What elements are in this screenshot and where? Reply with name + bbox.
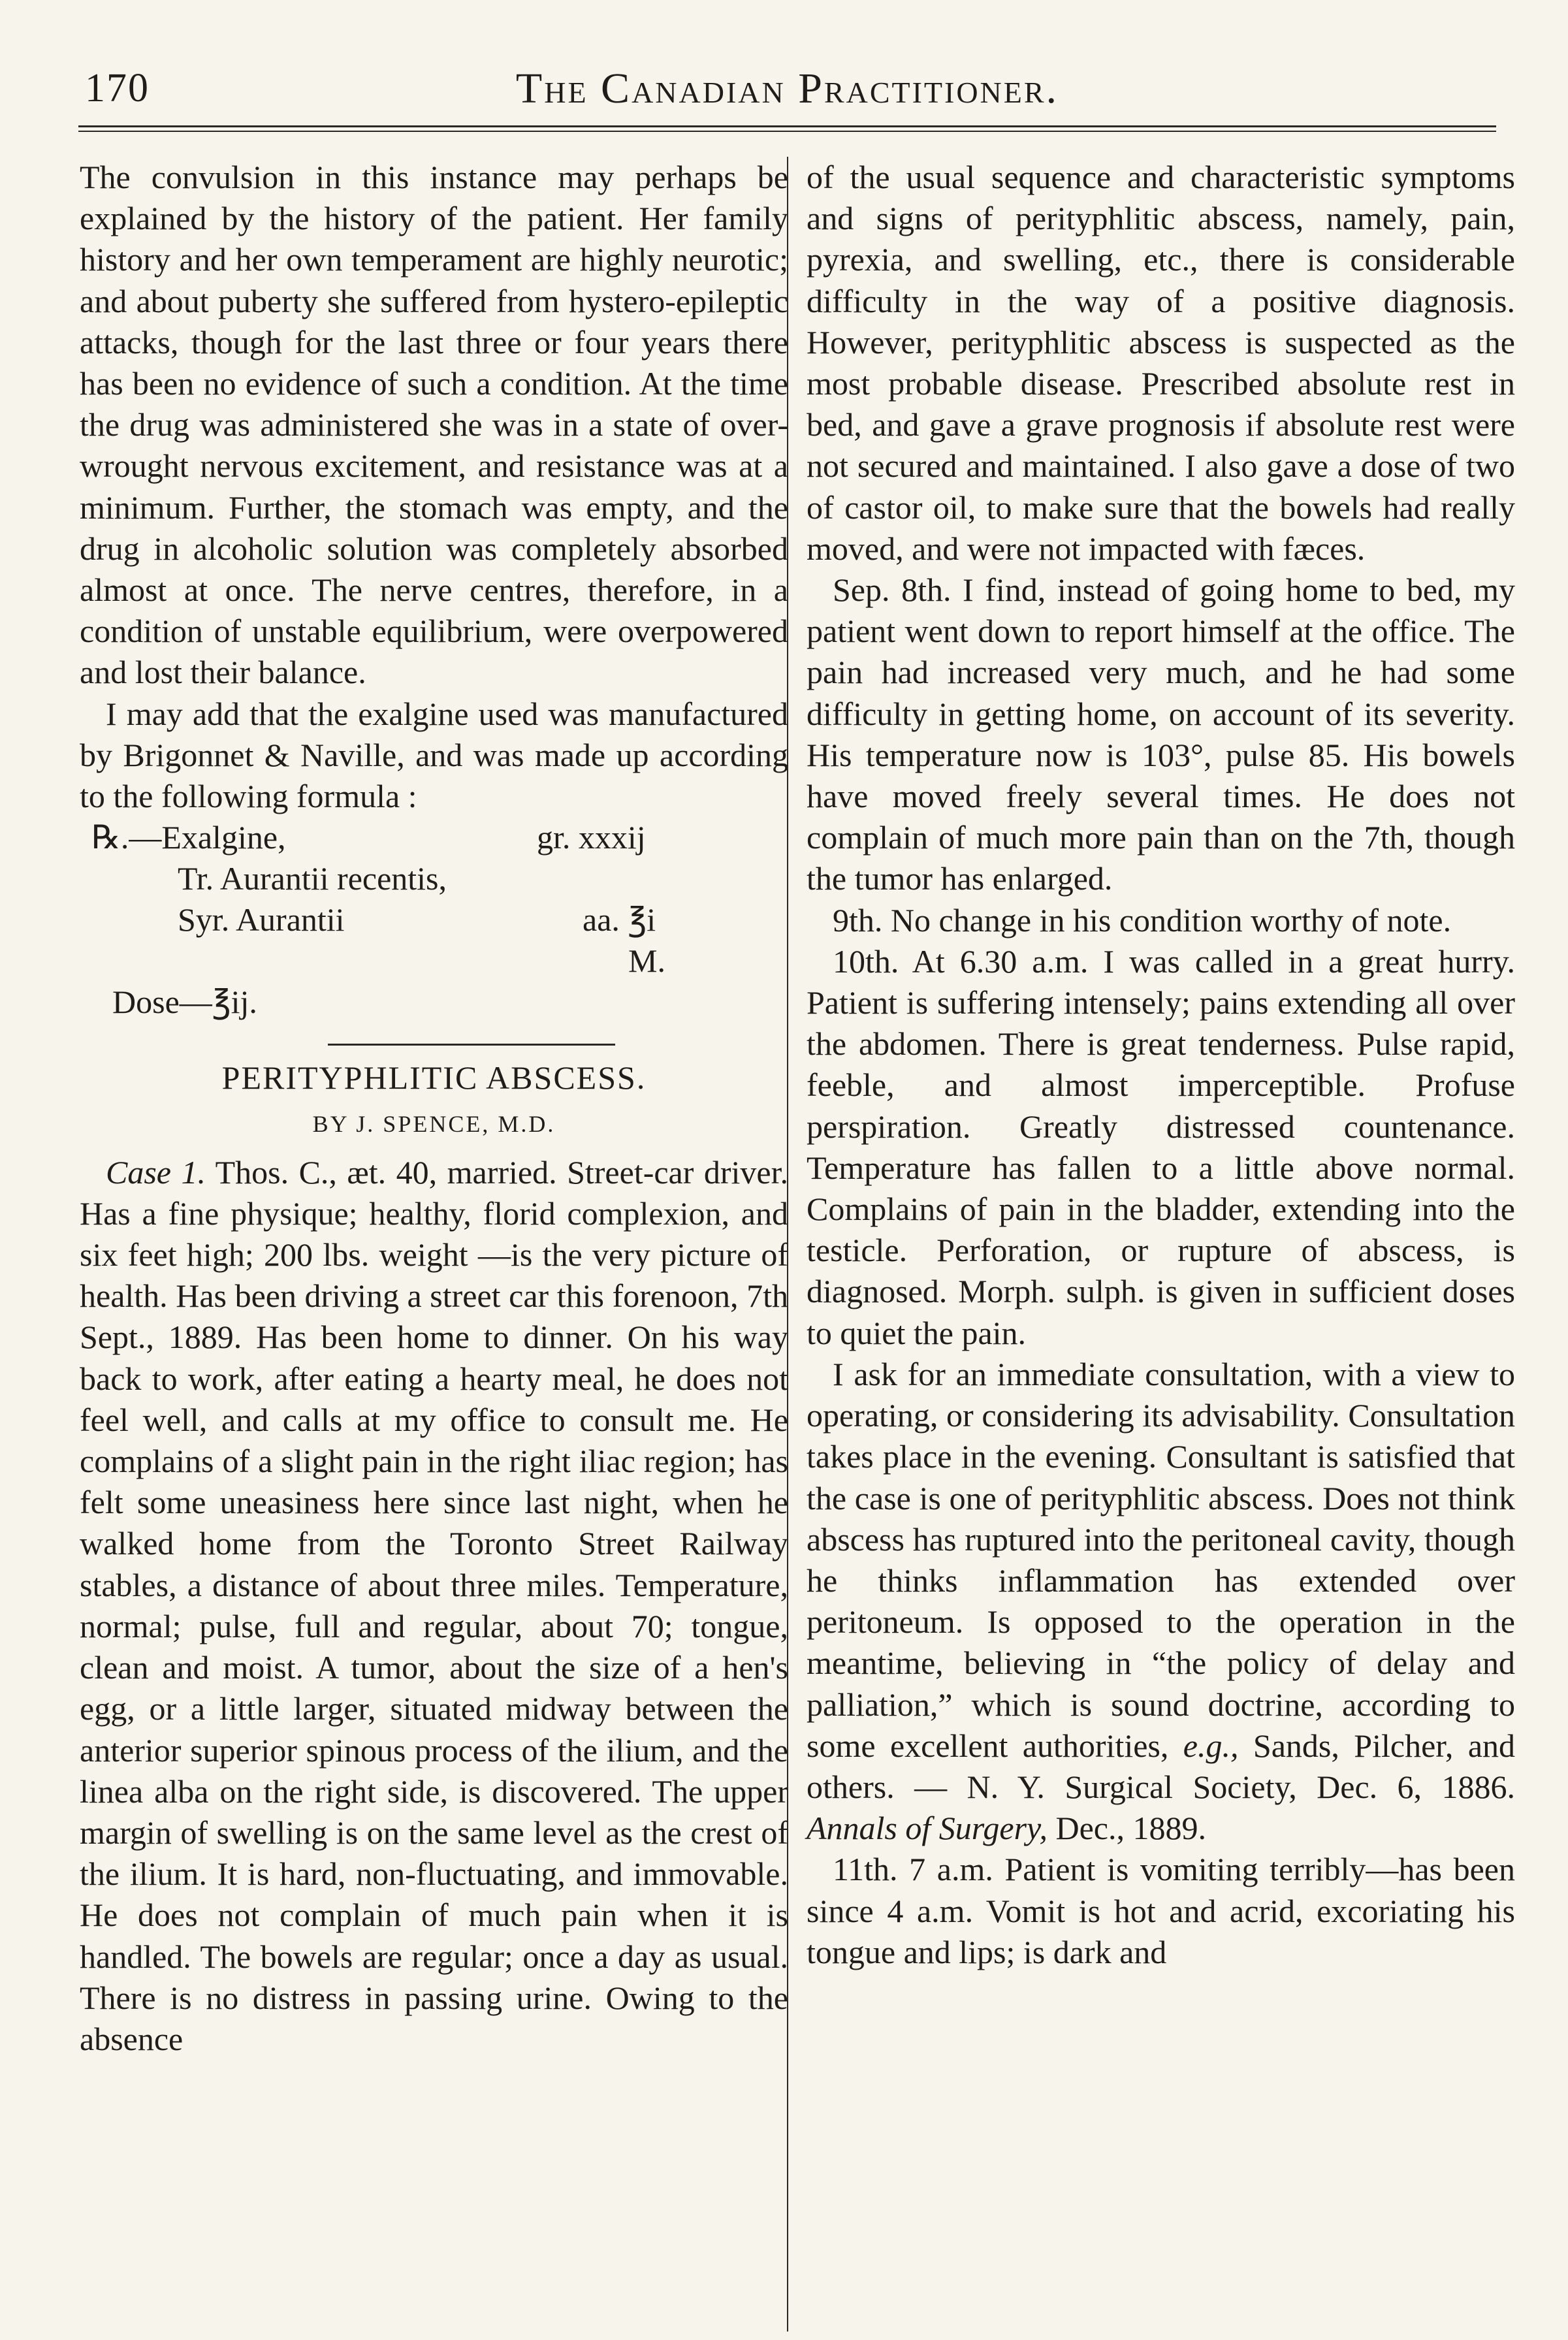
paragraph: The convulsion in this instance may perhaps be explained by the history of the patient. Her family history and her own temperament are highly neurotic; and about puberty she suffered from hystero-epileptic attacks, though for the last three or four years there has been no evidence of such a condition. At the time the drug was administered she was in a state of over-wrought nervous excitement, and resistance was at a minimum. Further, the stomach was empty, and the drug in alcoholic solution was completely absorbed almost at once. The nerve centres, therefore, in a condition of unstable equilibrium, were overpowered and lost their balance. bbox=[80, 159, 788, 691]
rx-ingredient: Tr. Aurantii recentis, bbox=[178, 860, 447, 897]
paragraph: 9th. No change in his condition worthy of note. bbox=[833, 901, 1452, 938]
case-paragraph bbox=[80, 1152, 788, 2060]
byline: BY J. SPENCE, M.D. bbox=[312, 1111, 556, 1138]
paragraph: of the usual sequence and characteristic symptoms and signs of perityphlitic abscess, namely, pain, pyrexia, and swelling, etc., there is considerable difficulty in the way of a positive diagnosis. However, perityphlitic abscess is suspected as the most probable disease. Prescribed absolute rest in bed, and gave a grave prognosis if absolute rest were not secured and maintained. I also gave a dose of two of castor oil, to make sure that the bowels had really moved, and were not impacted with fæces. bbox=[807, 159, 1515, 567]
page-number: 170 bbox=[85, 66, 150, 110]
rx-misce: M. bbox=[628, 942, 665, 980]
right-column bbox=[807, 157, 1515, 1973]
rx-dose: Dose—℥ij. bbox=[112, 984, 257, 1021]
text-run: I ask for an immediate consultation, with a view to operating, or considering its advisability. Consultation takes place in the evening. Consultant is satisfied that the case is one of perityphlitic abscess. Does not think abscess has ruptured into the peritoneal cavity, though he thinks inflammation has extended over peritoneum. Is opposed to the operation in the meantime, believing in “the policy of delay and palliation,” which is sound doctrine, according to some excellent authorities, bbox=[807, 1355, 1515, 1764]
header-rule-thin bbox=[78, 131, 1496, 132]
rx-ingredient: Syr. Aurantii bbox=[178, 901, 345, 938]
paragraph: 11th. 7 a.m. Patient is vomiting terribly—has been since 4 a.m. Vomit is hot and acrid, excoriating his tongue and lips; is dark and bbox=[807, 1851, 1515, 1970]
prescription bbox=[80, 817, 788, 1023]
text-run: Sands, Pilcher, and others. — N. Y. Surgical Society, Dec. 6, 1886. bbox=[807, 1727, 1516, 1805]
journal-citation: Annals of Surgery, bbox=[807, 1810, 1048, 1847]
rx-amount: gr. xxxij bbox=[537, 819, 646, 856]
rx-ingredient: ℞.—Exalgine, bbox=[91, 819, 286, 856]
rx-amount: aa. ℥i bbox=[583, 901, 656, 938]
article-title: PERITYPHLITIC ABSCESS. bbox=[221, 1059, 647, 1097]
paragraph bbox=[807, 1354, 1515, 1849]
case-text: Thos. C., æt. 40, married. Street-car driver. Has a fine physique; healthy, florid complexion, and six feet high; 200 lbs. weight —is the very picture of health. Has been driving a street car this forenoon, 7th Sept., 1889. Has been home to dinner. On his way back to work, after eating a hearty meal, he does not feel well, and calls at my office to consult me. He complains of a slight pain in the right iliac region; has felt some uneasiness here since last night, when he walked home from the Toronto Street Railway stables, a distance of about three miles. Temperature, normal; pulse, full and regular, about 70; tongue, clean and moist. A tumor, about the size of a hen's egg, or a little larger, situated midway between the anterior superior spinous process of the ilium, and the linea alba on the right side, is discovered. The upper margin of swelling is on the same level as the crest of the ilium. It is hard, non-fluctuating, and immovable. He does not complain of much pain when it is handled. The bowels are regular; once a day as usual. There is no distress in passing urine. Owing to the absence bbox=[80, 1153, 789, 2057]
left-column bbox=[80, 157, 788, 2060]
paragraph: I may add that the exalgine used was manufactured by Brigonnet & Naville, and was made up according to the following formula : bbox=[80, 695, 788, 815]
italic-eg: e.g., bbox=[1183, 1727, 1239, 1764]
paragraph: 10th. At 6.30 a.m. I was called in a great hurry. Patient is suffering intensely; pains extending all over the abdomen. There is great tenderness. Pulse rapid, feeble, and almost imperceptible. Profuse perspiration. Greatly distressed countenance. Temperature has fallen to a little above normal. Complains of pain in the bladder, extending into the testicle. Perforation, or rupture of abscess, is diagnosed. Morph. sulph. is given in sufficient doses to quiet the pain. bbox=[807, 942, 1515, 1351]
paragraph: Sep. 8th. I find, instead of going home to bed, my patient went down to report himself at the office. The pain had increased very much, and he had some difficulty in getting home, on account of its severity. His temperature now is 103°, pulse 85. His bowels have moved freely several times. He does not complain of much more pain than on the 7th, though the tumor has enlarged. bbox=[807, 571, 1515, 897]
case-label: Case 1. bbox=[106, 1153, 206, 1191]
header-rule bbox=[78, 125, 1496, 127]
section-divider bbox=[328, 1044, 615, 1046]
journal-title: The Canadian Practitioner. bbox=[515, 65, 1059, 112]
text-run: Dec., 1889. bbox=[1055, 1810, 1206, 1847]
column-divider bbox=[787, 157, 788, 2332]
page-header bbox=[78, 52, 1496, 124]
